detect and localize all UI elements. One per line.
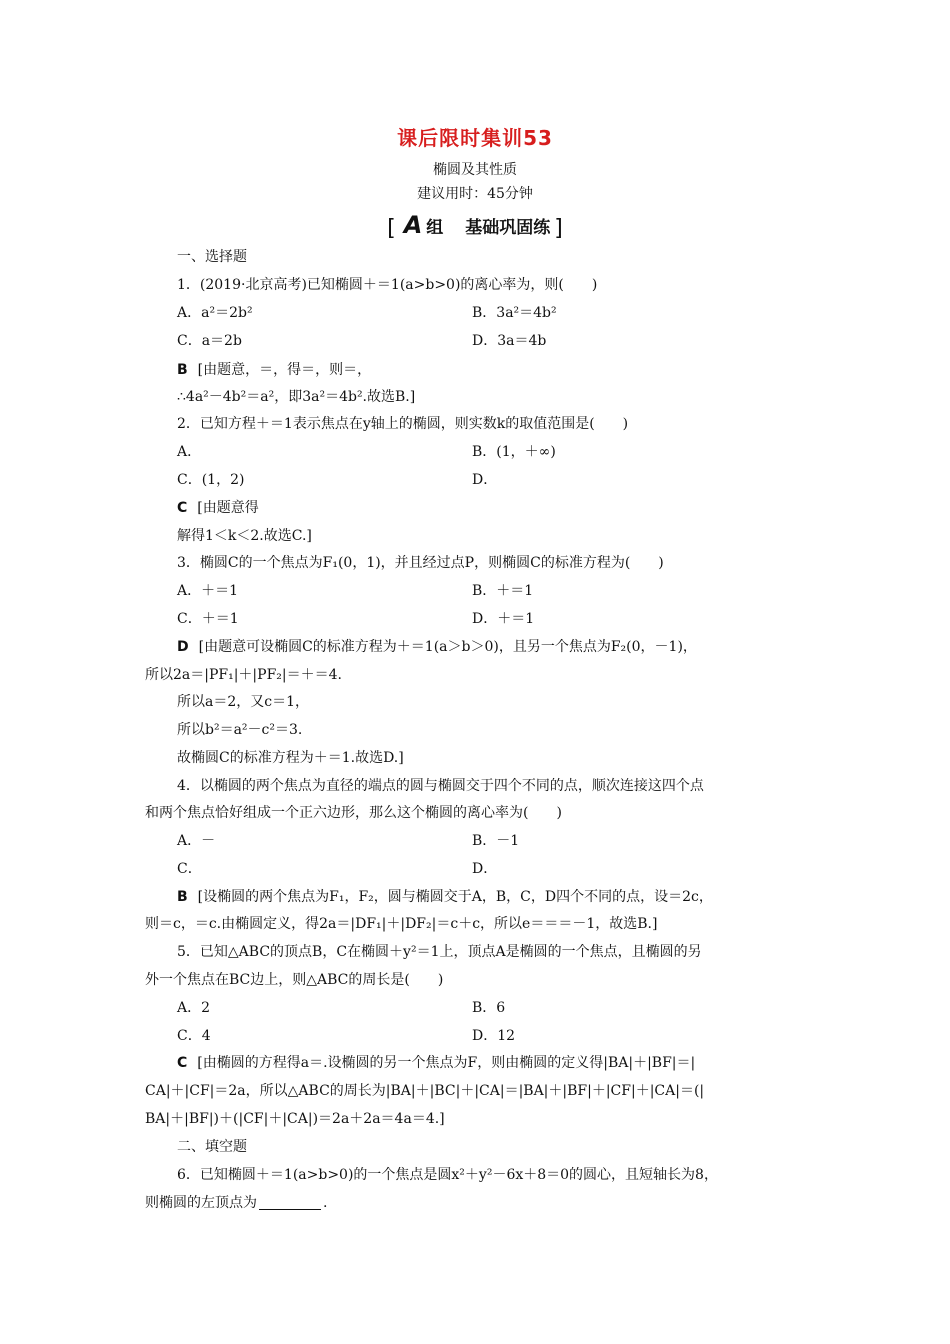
q2-solution-text: [由题意得 <box>197 500 259 516</box>
q5-stem: 5．已知△ABC的顶点B，C在椭圆＋y²＝1上，顶点A是椭圆的一个焦点，且椭圆的另 <box>177 944 702 960</box>
q1-option-b: B．3a²＝4b² <box>472 305 557 321</box>
group-name: 基础巩固练 <box>465 218 551 238</box>
q6-answer-blank[interactable] <box>259 1209 321 1210</box>
q6-stem-line2 <box>145 1193 327 1213</box>
q3-answer: D <box>177 639 189 655</box>
q5-option-b: B．6 <box>472 1000 506 1016</box>
q3-stem: 3．椭圆C的一个焦点为F₁(0，1)，并且经过点P，则椭圆C的标准方程为( ) <box>177 555 664 571</box>
page-title: 课后限时集训53 <box>397 126 553 150</box>
q4-solution-text: [设椭圆的两个焦点为F₁，F₂，圆与椭圆交于A，B，C，D四个不同的点，设＝2c， <box>197 889 713 905</box>
q5-solution <box>177 1053 695 1073</box>
q1-solution <box>177 360 371 380</box>
q6-stem-end: . <box>323 1195 328 1211</box>
q3-option-b: B．＋＝1 <box>472 583 534 599</box>
q2-solution <box>177 498 259 518</box>
q1-stem: 1．(2019·北京高考)已知椭圆＋＝1(a>b>0)的离心率为，则( ) <box>177 277 598 293</box>
time-hint: 建议用时：45分钟 <box>417 186 533 202</box>
group-label: 组 <box>426 218 444 238</box>
q1-option-a: A．a²＝2b² <box>177 305 253 321</box>
bracket-right: ] <box>554 216 563 241</box>
q5-option-a: A．2 <box>177 1000 211 1016</box>
q3-solution-text: [由题意可设椭圆C的标准方程为＋＝1(a＞b＞0)，且另一个焦点为F₂(0，－1)， <box>198 639 697 655</box>
q3-solution-line2: 所以2a＝|PF₁|＋|PF₂|＝＋＝4. <box>145 667 342 683</box>
q3-option-a: A．＋＝1 <box>177 583 239 599</box>
q4-stem: 4．以椭圆的两个焦点为直径的端点的圆与椭圆交于四个不同的点，顺次连接这四个点 <box>177 778 704 794</box>
topic-subtitle: 椭圆及其性质 <box>433 162 517 178</box>
q2-answer: C <box>177 500 188 516</box>
q3-option-c: C．＋＝1 <box>177 611 239 627</box>
section-heading-choice: 一、选择题 <box>177 249 247 265</box>
q2-option-b: B．(1，＋∞) <box>472 444 556 460</box>
q2-option-a: A． <box>177 444 202 460</box>
q5-option-d: D．12 <box>472 1028 516 1044</box>
q4-stem-line2: 和两个焦点恰好组成一个正六边形，那么这个椭圆的离心率为( ) <box>145 805 562 821</box>
q5-option-c: C．4 <box>177 1028 211 1044</box>
q2-stem: 2．已知方程＋＝1表示焦点在y轴上的椭圆，则实数k的取值范围是( ) <box>177 416 629 432</box>
q1-solution-text: [由题意，＝，得＝，则＝， <box>197 362 372 378</box>
q3-solution <box>177 637 697 657</box>
q4-option-d: D． <box>472 861 498 877</box>
q4-answer: B <box>177 889 188 905</box>
q1-answer: B <box>177 362 188 378</box>
q5-answer: C <box>177 1055 188 1071</box>
q2-solution-line2: 解得1＜k＜2.故选C.] <box>177 528 312 544</box>
q6-stem: 6．已知椭圆＋＝1(a>b>0)的一个焦点是圆x²＋y²－6x＋8＝0的圆心，且短轴长为8， <box>177 1167 718 1183</box>
section-heading-fill: 二、填空题 <box>177 1139 247 1155</box>
q3-solution-line5: 故椭圆C的标准方程为＋＝1.故选D.] <box>177 750 404 766</box>
q4-option-a: A．－ <box>177 833 216 849</box>
q5-stem-line2: 外一个焦点在BC边上，则△ABC的周长是( ) <box>145 972 444 988</box>
q4-option-b: B．－1 <box>472 833 520 849</box>
q2-option-c: C．(1，2) <box>177 472 245 488</box>
q2-option-d: D． <box>472 472 498 488</box>
q5-solution-line2: CA|＋|CF|＝2a，所以△ABC的周长为|BA|＋|BC|＋|CA|＝|BA|＋|BF|＋|CF|＋|CA|＝(| <box>145 1083 705 1099</box>
q4-solution-line2: 则＝c，＝c.由椭圆定义，得2a＝|DF₁|＋|DF₂|＝c＋c，所以e＝＝＝－1，故选B.] <box>145 916 658 932</box>
q6-stem-text: 则椭圆的左顶点为 <box>145 1195 257 1211</box>
q1-option-c: C．a＝2b <box>177 333 242 349</box>
q3-solution-line3: 所以a＝2，又c＝1， <box>177 694 310 710</box>
group-letter: A <box>403 211 423 239</box>
bracket-left: [ <box>387 216 396 241</box>
q4-solution <box>177 887 713 907</box>
group-heading <box>0 211 950 241</box>
q3-option-d: D．＋＝1 <box>472 611 535 627</box>
q1-option-d: D．3a＝4b <box>472 333 547 349</box>
q3-solution-line4: 所以b²＝a²－c²＝3. <box>177 722 303 738</box>
q1-solution-line2: ∴4a²－4b²＝a²，即3a²＝4b².故选B.] <box>177 389 416 405</box>
q4-option-c: C． <box>177 861 202 877</box>
q5-solution-line3: BA|＋|BF|)＋(|CF|＋|CA|)＝2a＋2a＝4a＝4.] <box>145 1111 445 1127</box>
q5-solution-text: [由椭圆的方程得a＝.设椭圆的另一个焦点为F，则由椭圆的定义得|BA|＋|BF|＝| <box>197 1055 696 1071</box>
